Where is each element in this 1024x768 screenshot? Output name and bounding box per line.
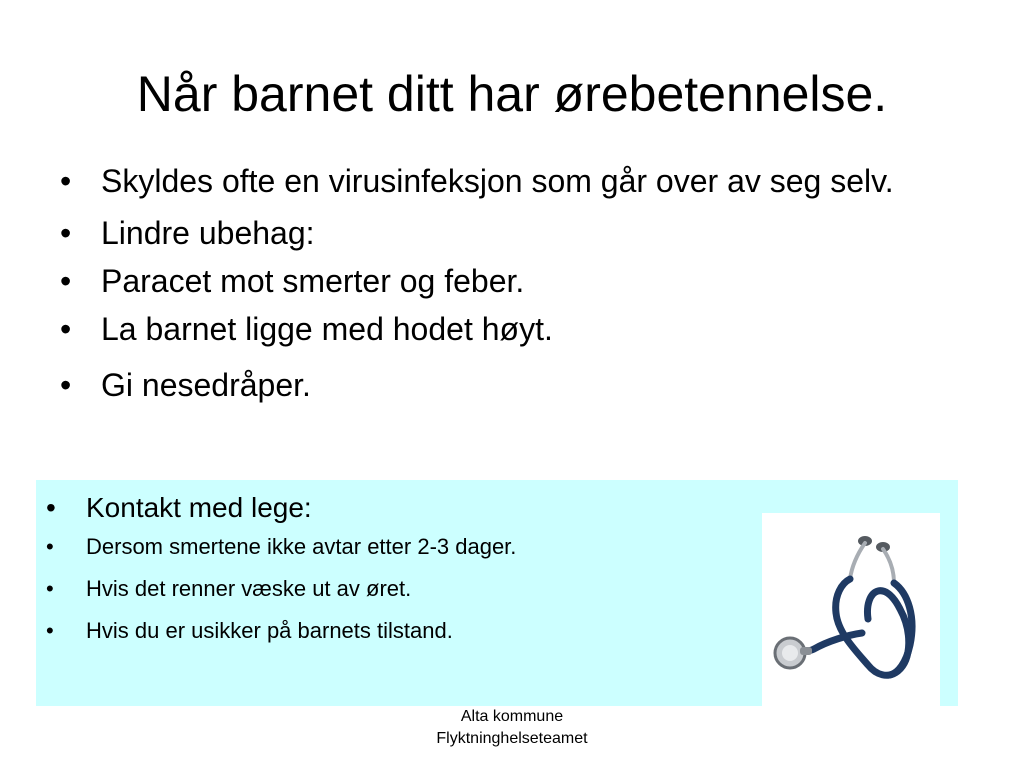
footer (392, 706, 632, 750)
list-item (46, 534, 516, 560)
contact-heading (46, 492, 516, 524)
list-item-text: Hvis du er usikker på barnets tilstand. (86, 618, 453, 643)
bullet-icon: • (60, 263, 72, 299)
tubing (792, 579, 912, 675)
list-item (60, 263, 960, 299)
bullet-icon: • (60, 367, 72, 403)
list-item-text: La barnet ligge med hodet høyt. (101, 311, 553, 347)
list-item (60, 367, 960, 403)
footer-line-1: Alta kommune (460, 708, 564, 725)
list-item-text: Gi nesedråper. (101, 367, 311, 403)
binaural-right (883, 549, 894, 583)
list-item-text: Hvis det renner væske ut av øret. (86, 576, 412, 601)
chest-piece-diaphragm (782, 645, 798, 661)
bullet-icon: • (60, 163, 72, 199)
bullet-icon: • (46, 618, 54, 643)
bullet-icon: • (60, 215, 72, 251)
stethoscope-image (762, 513, 940, 706)
list-item-text: Paracet mot smerter og feber. (101, 263, 525, 299)
list-item (46, 576, 516, 602)
list-item-text: Lindre ubehag: (101, 215, 315, 251)
bullet-icon: • (46, 534, 54, 559)
slide-title: Når barnet ditt har ørebetennelse. (136, 66, 888, 122)
stethoscope-icon (762, 513, 940, 706)
footer-line-2: Flyktninghelseteamet (436, 730, 588, 747)
list-item (60, 311, 960, 347)
contact-list (46, 492, 516, 660)
list-item (60, 215, 960, 251)
bullet-icon: • (46, 492, 56, 523)
contact-heading-text: Kontakt med lege: (86, 492, 312, 523)
list-item (60, 163, 960, 199)
list-item-text: Dersom smertene ikke avtar etter 2-3 dager. (86, 534, 517, 559)
list-item (46, 618, 516, 644)
list-item-text: Skyldes ofte en virusinfeksjon som går over av seg selv. (101, 163, 894, 199)
bullet-icon: • (46, 576, 54, 601)
main-bullet-list (60, 163, 960, 403)
bullet-icon: • (60, 311, 72, 347)
chest-piece-stem (800, 647, 812, 655)
binaural-left (850, 543, 865, 579)
